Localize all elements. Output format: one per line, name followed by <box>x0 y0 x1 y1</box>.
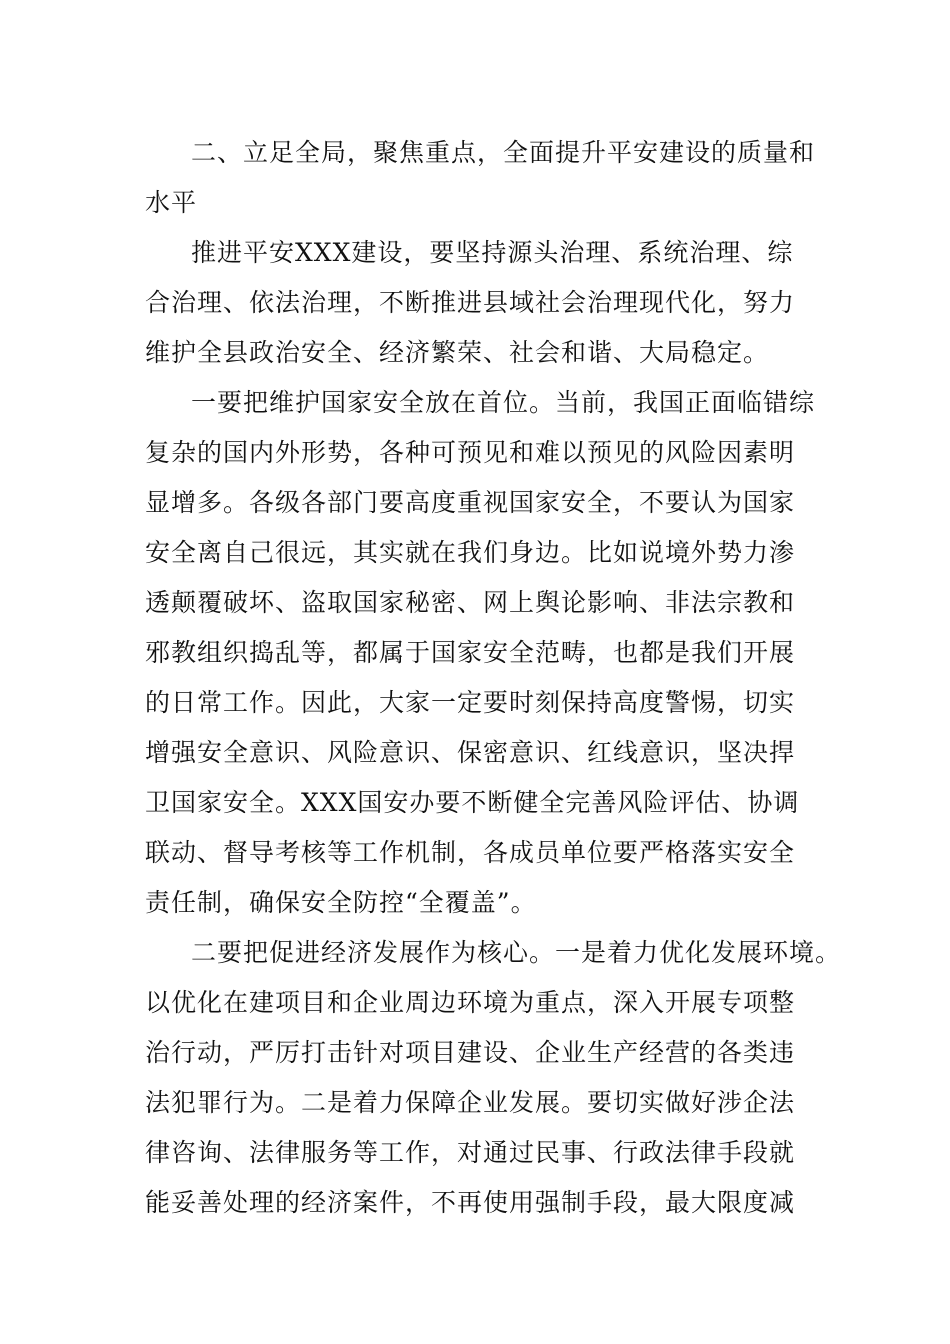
text-line: 复杂的国内外形势，各种可预见和难以预见的风险因素明 <box>145 438 796 467</box>
text-line: 推进平安XXX建设，要坚持源头治理、系统治理、综 <box>191 238 794 267</box>
paragraph-economic-development <box>145 928 842 1228</box>
text-line: 的日常工作。因此，大家一定要时刻保持高度警惕，切实 <box>145 688 796 717</box>
text-line: 责任制，确保安全防控“全覆盖”。 <box>145 888 537 917</box>
paragraph-national-security <box>145 378 835 928</box>
section-heading <box>145 128 835 228</box>
text-line: 一要把维护国家安全放在首位。当前，我国正面临错综 <box>191 388 816 417</box>
paragraph-intro <box>145 228 835 378</box>
text-line: 维护全县政治安全、经济繁荣、社会和谐、大局稳定。 <box>145 338 770 367</box>
text-line: 卫国家安全。XXX国安办要不断健全完善风险评估、协调 <box>145 788 800 817</box>
document-body <box>145 128 842 1228</box>
text-line: 二要把促进经济发展作为核心。一是着力优化发展环境。 <box>191 938 842 967</box>
text-line: 法犯罪行为。二是着力保障企业发展。要切实做好涉企法 <box>145 1088 796 1117</box>
text-line: 邪教组织捣乱等，都属于国家安全范畴，也都是我们开展 <box>145 638 796 667</box>
text-line: 显增多。各级各部门要高度重视国家安全，不要认为国家 <box>145 488 796 517</box>
text-line: 律咨询、法律服务等工作，对通过民事、行政法律手段就 <box>145 1138 796 1167</box>
text-line: 以优化在建项目和企业周边环境为重点，深入开展专项整 <box>145 988 796 1017</box>
text-line: 能妥善处理的经济案件，不再使用强制手段，最大限度减 <box>145 1188 796 1217</box>
text-line: 二、立足全局，聚焦重点，全面提升平安建设的质量和 <box>191 138 816 167</box>
text-line: 增强安全意识、风险意识、保密意识、红线意识，坚决捍 <box>145 738 796 767</box>
text-line: 透颠覆破坏、盗取国家秘密、网上舆论影响、非法宗教和 <box>145 588 796 617</box>
text-line: 联动、督导考核等工作机制，各成员单位要严格落实安全 <box>145 838 796 867</box>
text-line: 水平 <box>145 188 198 217</box>
text-line: 合治理、依法治理，不断推进县域社会治理现代化，努力 <box>145 288 796 317</box>
text-line: 安全离自己很远，其实就在我们身边。比如说境外势力渗 <box>145 538 796 567</box>
text-line: 治行动，严厉打击针对项目建设、企业生产经营的各类违 <box>145 1038 796 1067</box>
